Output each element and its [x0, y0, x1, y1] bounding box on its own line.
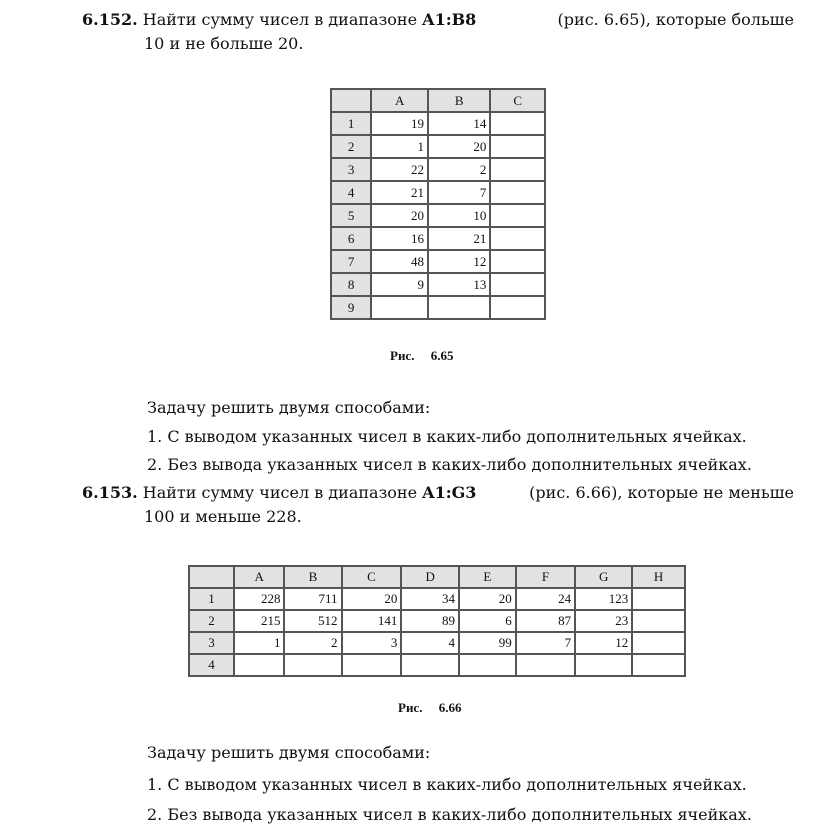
row-header: 1	[331, 112, 371, 135]
cell: 7	[516, 632, 575, 654]
row-header: 4	[331, 181, 371, 204]
cell: 14	[428, 112, 490, 135]
cell: 711	[284, 588, 341, 610]
task-item: 2. Без вывода указанных чисел в каких-либо дополнительных ячейках.	[147, 455, 752, 474]
cell: 1	[234, 632, 284, 654]
table-row	[331, 296, 545, 319]
table-row	[331, 250, 545, 273]
problem-6-153: 6.153. Найти сумму чисел в диапазоне A1:G3 (рис. 6.66), которые не меньше 100 и меньше 228.	[82, 483, 794, 526]
cell: 21	[371, 181, 428, 204]
table-row	[189, 610, 685, 632]
cell: 20	[342, 588, 402, 610]
cell: 13	[428, 273, 490, 296]
task-item: 1. С выводом указанных чисел в каких-либо дополнительных ячейках.	[147, 427, 747, 446]
row-header: 2	[331, 135, 371, 158]
cell	[632, 632, 685, 654]
cell: 228	[234, 588, 284, 610]
cell	[490, 181, 545, 204]
column-header: C	[342, 566, 402, 588]
cell: 10	[428, 204, 490, 227]
row-header: 1	[189, 588, 234, 610]
column-header: H	[632, 566, 685, 588]
cell: 7	[428, 181, 490, 204]
cell: 215	[234, 610, 284, 632]
column-header: F	[516, 566, 575, 588]
cell	[284, 654, 341, 676]
column-header: A	[371, 89, 428, 112]
cell	[371, 296, 428, 319]
table-row	[331, 181, 545, 204]
cell: 20	[428, 135, 490, 158]
cell: 22	[371, 158, 428, 181]
row-header: 3	[331, 158, 371, 181]
cell	[234, 654, 284, 676]
cell: 20	[459, 588, 516, 610]
table-row	[331, 158, 545, 181]
column-header: D	[401, 566, 459, 588]
table-row	[331, 112, 545, 135]
cell	[490, 112, 545, 135]
cell: 1	[371, 135, 428, 158]
table-row	[331, 273, 545, 296]
column-header: E	[459, 566, 516, 588]
cell	[490, 204, 545, 227]
cell: 123	[575, 588, 632, 610]
column-header	[189, 566, 234, 588]
figure-caption-6-65: Рис. 6.65	[390, 348, 454, 363]
task-item: 1. С выводом указанных чисел в каких-либо дополнительных ячейках.	[147, 775, 747, 794]
cell: 2	[428, 158, 490, 181]
column-header: B	[284, 566, 341, 588]
cell: 3	[342, 632, 402, 654]
cell: 512	[284, 610, 341, 632]
cell: 4	[401, 632, 459, 654]
cell	[575, 654, 632, 676]
table-row	[331, 204, 545, 227]
table-row	[331, 135, 545, 158]
cell: 12	[428, 250, 490, 273]
table-row	[189, 632, 685, 654]
table-row	[189, 654, 685, 676]
cell: 34	[401, 588, 459, 610]
row-header: 2	[189, 610, 234, 632]
cell	[632, 588, 685, 610]
cell	[342, 654, 402, 676]
cell	[632, 610, 685, 632]
column-header: C	[490, 89, 545, 112]
cell	[490, 227, 545, 250]
cell	[490, 135, 545, 158]
cell: 87	[516, 610, 575, 632]
cell	[490, 296, 545, 319]
figure-caption-6-66: Рис. 6.66	[398, 700, 462, 715]
table-row	[331, 227, 545, 250]
cell: 24	[516, 588, 575, 610]
cell: 16	[371, 227, 428, 250]
header-row	[189, 566, 685, 588]
cell	[632, 654, 685, 676]
cell: 2	[284, 632, 341, 654]
cell	[428, 296, 490, 319]
cell: 99	[459, 632, 516, 654]
cell	[401, 654, 459, 676]
row-header: 8	[331, 273, 371, 296]
cell: 23	[575, 610, 632, 632]
cell: 141	[342, 610, 402, 632]
task-intro: Задачу решить двумя способами:	[147, 743, 431, 762]
cell: 12	[575, 632, 632, 654]
row-header: 4	[189, 654, 234, 676]
cell: 48	[371, 250, 428, 273]
cell: 19	[371, 112, 428, 135]
cell: 89	[401, 610, 459, 632]
task-intro: Задачу решить двумя способами:	[147, 398, 431, 417]
spreadsheet-figure-6-65	[330, 88, 546, 320]
column-header: G	[575, 566, 632, 588]
problem-6-152: 6.152. Найти сумму чисел в диапазоне A1:B8 (рис. 6.65), которые больше 10 и не больше 20.	[82, 10, 794, 53]
cell: 6	[459, 610, 516, 632]
cell: 21	[428, 227, 490, 250]
cell	[459, 654, 516, 676]
header-row	[331, 89, 545, 112]
cell: 9	[371, 273, 428, 296]
row-header: 5	[331, 204, 371, 227]
row-header: 7	[331, 250, 371, 273]
row-header: 9	[331, 296, 371, 319]
spreadsheet-figure-6-66	[188, 565, 686, 677]
column-header: B	[428, 89, 490, 112]
task-item: 2. Без вывода указанных чисел в каких-либо дополнительных ячейках.	[147, 805, 752, 824]
row-header: 6	[331, 227, 371, 250]
cell	[490, 273, 545, 296]
cell	[516, 654, 575, 676]
cell	[490, 250, 545, 273]
column-header	[331, 89, 371, 112]
table-row	[189, 588, 685, 610]
cell	[490, 158, 545, 181]
column-header: A	[234, 566, 284, 588]
cell: 20	[371, 204, 428, 227]
row-header: 3	[189, 632, 234, 654]
